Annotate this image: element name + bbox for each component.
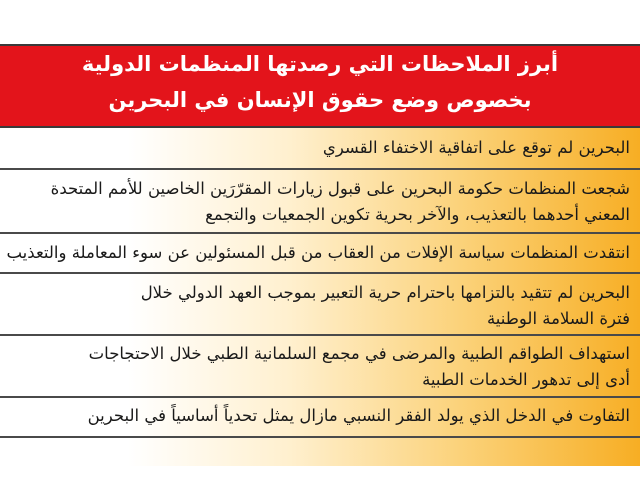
observation-text: شجعت المنظمات حكومة البحرين على قبول زيارات المقرّرَين الخاصين للأمم المتحدة bbox=[50, 179, 630, 198]
observation-row-5 bbox=[0, 336, 640, 398]
observation-text: التفاوت في الدخل الذي يولد الفقر النسبي مازال يمثل تحدياً أساسياً في البحرين bbox=[87, 406, 630, 425]
observations-table bbox=[0, 44, 640, 466]
table-header bbox=[0, 44, 640, 128]
observation-text: البحرين لم تتقيد بالتزامها باحترام حرية التعبير بموجب العهد الدولي خلال bbox=[140, 283, 630, 302]
observation-text: استهداف الطواقم الطبية والمرضى في مجمع السلمانية الطبي خلال الاحتجاجات bbox=[88, 344, 630, 363]
observation-row-6 bbox=[0, 398, 640, 438]
observation-row-3 bbox=[0, 234, 640, 274]
header-title-line-1: أبرز الملاحظات التي رصدتها المنظمات الدولية bbox=[81, 52, 559, 76]
observation-text: المعني أحدهما بالتعذيب، والآخر بحرية تكوين الجمعيات والتجمع bbox=[205, 205, 630, 224]
observation-row-1 bbox=[0, 128, 640, 170]
observation-row-4 bbox=[0, 274, 640, 336]
observation-text: انتقدت المنظمات سياسة الإفلات من العقاب من قبل المسئولين عن سوء المعاملة والتعذيب bbox=[6, 243, 630, 262]
observations-list bbox=[0, 128, 640, 438]
header-title-line-2: بخصوص وضع حقوق الإنسان في البحرين bbox=[108, 88, 532, 112]
observation-text: فترة السلامة الوطنية bbox=[486, 309, 630, 328]
observation-row-2 bbox=[0, 170, 640, 234]
observation-text: أدى إلى تدهور الخدمات الطبية bbox=[422, 370, 630, 389]
observation-text: البحرين لم توقع على اتفاقية الاختفاء القسري bbox=[322, 138, 630, 157]
